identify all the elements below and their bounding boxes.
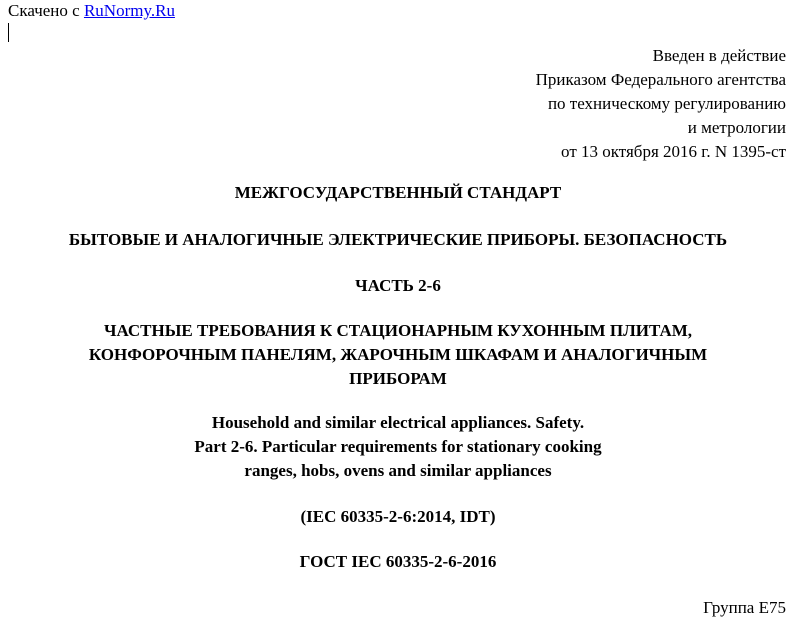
standard-type-heading [0,181,790,205]
document-title-text: БЫТОВЫЕ И АНАЛОГИЧНЫЕ ЭЛЕКТРИЧЕСКИЕ ПРИБОРЫ. БЕЗОПАСНОСТЬ [68,230,728,249]
english-title [0,411,790,483]
subtitle-heading [0,319,790,391]
subtitle-line: КОНФОРОЧНЫМ ПАНЕЛЯМ, ЖАРОЧНЫМ ШКАФАМ И АНАЛОГИЧНЫМ [88,345,708,364]
enactment-line: от 13 октября 2016 г. N 1395-ст [561,142,786,161]
source-prefix: Скачено с [8,1,80,20]
subtitle-line: ЧАСТНЫЕ ТРЕБОВАНИЯ К СТАЦИОНАРНЫМ КУХОННЫМ ПЛИТАМ, [103,321,693,340]
enactment-line: и метрологии [687,118,786,137]
enactment-line: Приказом Федерального агентства [535,70,786,89]
document-title-heading [0,228,790,252]
text-cursor [8,23,9,42]
runormy-link[interactable]: RuNormy.Ru [83,1,175,20]
part-heading [0,274,790,298]
enactment-line: по техническому регулированию [547,94,786,113]
iec-reference-text: (IEC 60335-2-6:2014, IDT) [300,507,496,526]
english-title-line: ranges, hobs, ovens and similar appliances [244,461,552,480]
english-title-line: Part 2-6. Particular requirements for stationary cooking [194,437,602,456]
standard-type-text: МЕЖГОСУДАРСТВЕННЫЙ СТАНДАРТ [234,183,562,202]
designation-text: ГОСТ IEC 60335-2-6-2016 [299,552,497,571]
enactment-line: Введен в действие [652,46,786,65]
enactment-note [536,44,786,164]
english-title-line: Household and similar electrical appliances. Safety. [211,413,585,432]
group-code: Группа Е75 [703,598,786,617]
designation [0,550,790,574]
iec-reference [0,505,790,529]
subtitle-line: ПРИБОРАМ [349,369,447,388]
source-line [8,1,175,21]
part-text: ЧАСТЬ 2-6 [355,276,441,295]
